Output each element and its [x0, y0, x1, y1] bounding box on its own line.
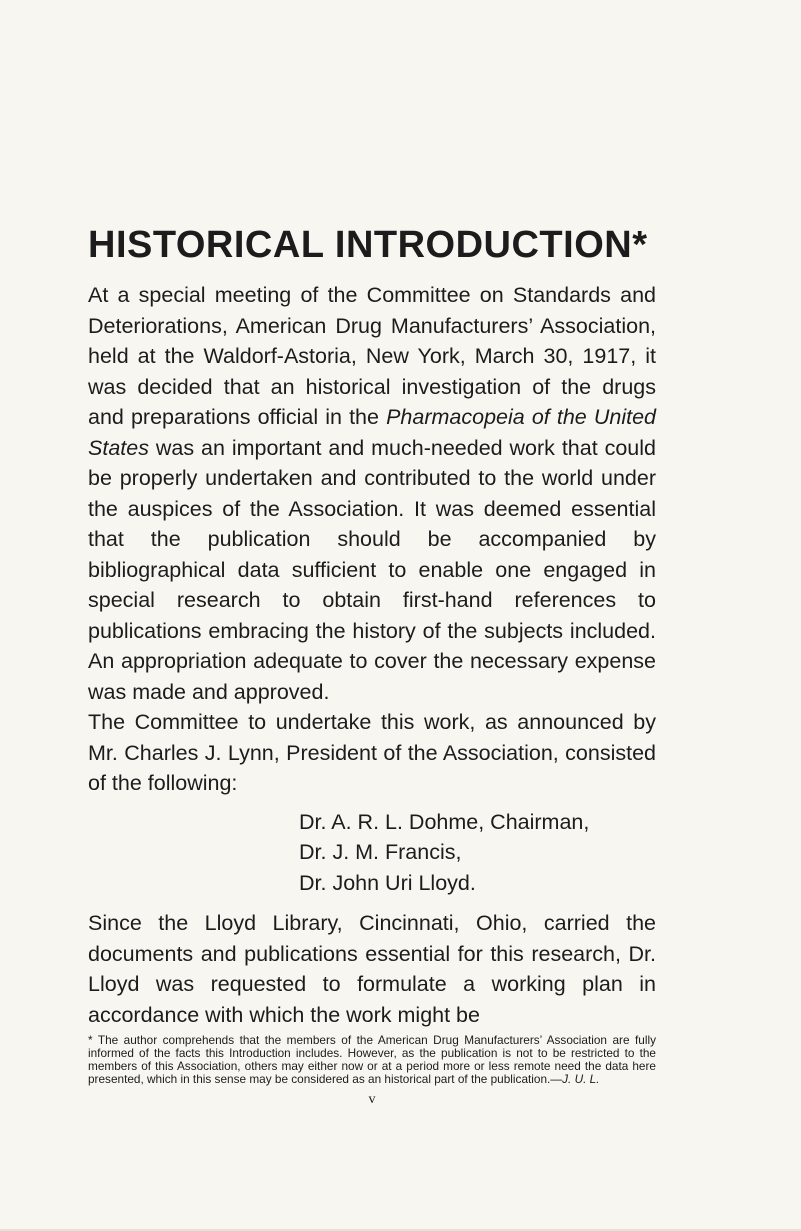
footnote-signature: J. U. L. — [562, 1072, 600, 1086]
footnote-text: * The author comprehends that the members of the American Drug Manufacturers’ Association are fully informed of the facts this Introduction includes. However, as the publication is not to be restricted to the members of this Association, others may either now or at a period more or less remote need the data here presented, which in this sense may be considered as an historical part of the publication.— — [88, 1033, 656, 1086]
paragraph-2: The Committee to undertake this work, as announced by Mr. Charles J. Lynn, President of the Association, consisted of the following: — [88, 710, 656, 795]
committee-member: Dr. John Uri Lloyd. — [299, 870, 476, 895]
paragraph-1-end: was an important and much-needed work that could be properly undertaken and contributed to the world under the auspices of the Association. It was deemed essential that the publication should be accompanied by bibliographical data sufficient to enable one engaged in special research to obtain first-hand references to publications embracing the history of the subjects included. An appropriation adequate to cover the necessary expense was made and approved. — [88, 435, 656, 704]
page-title: HISTORICAL INTRODUCTION* — [88, 224, 648, 266]
paragraph-1-start: At a special meeting of the Committee on Standards and Deteriorations, American Drug Manufacturers’ Association, held at the Waldorf-Astoria, New York, March 30, 1917, it was decided that an historical investigation of the drugs and preparations official in the — [88, 283, 656, 429]
committee-member: Dr. A. R. L. Dohme, Chairman, — [299, 809, 590, 834]
committee-members-list — [299, 807, 656, 899]
page-number: v — [368, 1092, 376, 1107]
paragraph-3: Since the Lloyd Library, Cincinnati, Ohio, carried the documents and publications essential for this research, Dr. Lloyd was requested to formulate a working plan in accordance with which the work might be — [88, 911, 656, 1027]
pharmacopeia-title: Pharmacopeia of the United States — [88, 405, 656, 460]
footnote — [88, 1034, 656, 1086]
document-page — [88, 222, 656, 1108]
committee-member: Dr. J. M. Francis, — [299, 840, 462, 864]
paragraph-1 — [88, 280, 656, 707]
